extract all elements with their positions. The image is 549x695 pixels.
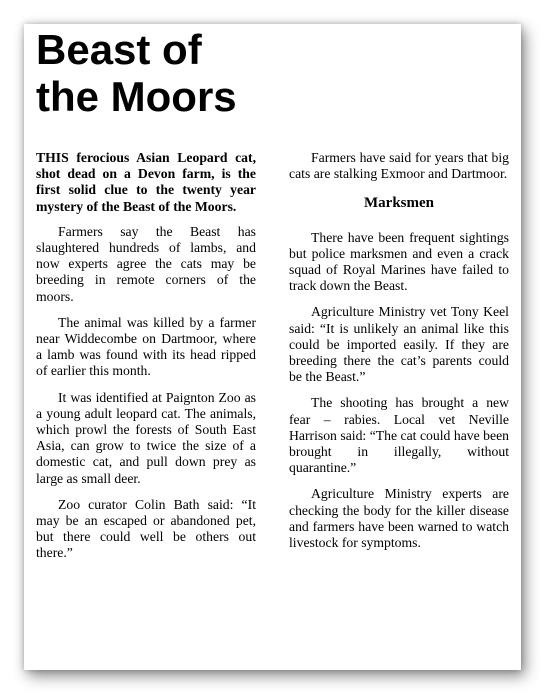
article-columns [36,150,509,572]
headline [36,26,511,120]
lead-paragraph: THIS ferocious Asian Leopard cat, shot dead on a Devon farm, is the first solid clue to the twenty year mystery of the Beast of the Moors. [36,150,256,214]
column-right [289,150,509,572]
paragraph: Agriculture Ministry vet Tony Keel said: “It is unlikely an animal like this could be imported easily. If they are breeding there the cat’s parents could be the Beast.” [289,304,509,385]
paragraph: The animal was killed by a farmer near Widdecombe on Dartmoor, where a lamb was found with its head ripped of earlier this month. [36,314,256,379]
paragraph: Agriculture Ministry experts are checking the body for the killer disease and farmers have been warned to watch livestock for symptoms. [289,486,509,551]
headline-line-1: Beast of [36,26,202,73]
paragraph: Farmers say the Beast has slaughtered hundreds of lambs, and now experts agree the cats may be breeding in remote corners of the moors. [36,223,256,304]
paragraph: There have been frequent sightings but police marksmen and even a crack squad of Royal Marines have failed to track down the Beast. [289,229,509,294]
paragraph: Zoo curator Colin Bath said: “It may be an escaped or abandoned pet, but there could well be others out there.” [36,496,256,561]
paragraph: The shooting has brought a new fear – rabies. Local vet Neville Harrison said: “The cat could have been brought in illegally, without quarantine.” [289,395,509,476]
subheading: Marksmen [364,195,434,212]
column-left [36,150,256,572]
paragraph: Farmers have said for years that big cats are stalking Exmoor and Dartmoor. [289,150,509,182]
headline-line-2: the Moors [36,73,237,120]
paragraph: It was identified at Paignton Zoo as a young adult leopard cat. The animals, which prowl the forests of South East Asia, can grow to twice the size of a domestic cat, and pull down prey as large as small deer. [36,389,256,486]
newspaper-article [24,24,521,670]
